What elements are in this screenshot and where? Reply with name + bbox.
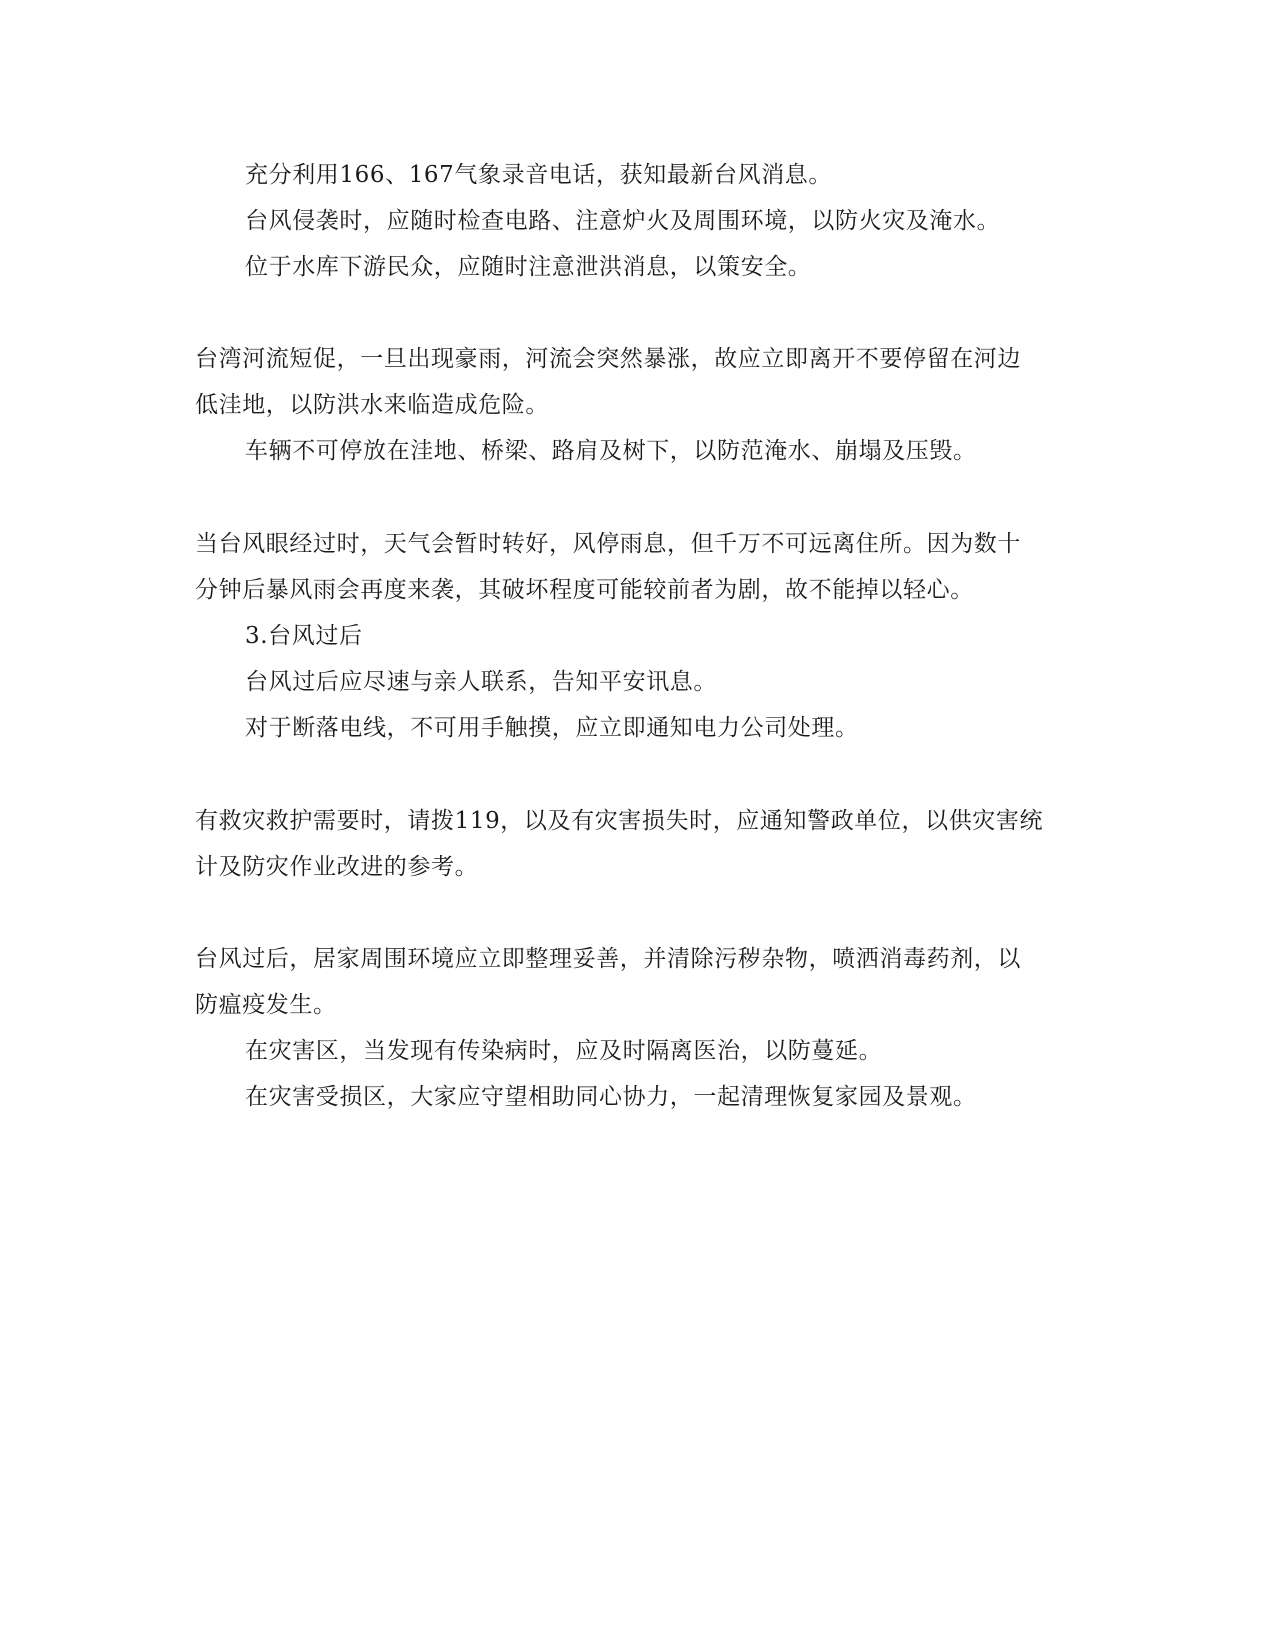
text-line-14: 台风过后，居家周围环境应立即整理妥善，并清除污秽杂物，喷洒消毒药剂，以 [195,946,1021,972]
text-line-7: 当台风眼经过时，天气会暂时转好，风停雨息，但千万不可远离住所。因为数十 [195,531,1021,557]
text-line-13: 计及防灾作业改进的参考。 [195,854,479,880]
text-line-8: 分钟后暴风雨会再度来袭，其破坏程度可能较前者为剧，故不能掉以轻心。 [195,577,974,603]
section-heading: 3.台风过后 [245,623,363,649]
text-line-15: 防瘟疫发生。 [195,992,337,1018]
text-line-4: 台湾河流短促，一旦出现豪雨，河流会突然暴涨，故应立即离开不要停留在河边 [195,346,1021,372]
text-line-6: 车辆不可停放在洼地、桥梁、路肩及树下，以防范淹水、崩塌及压毁。 [245,438,977,464]
text-line-1: 充分利用166、167气象录音电话，获知最新台风消息。 [245,162,832,188]
text-line-17: 在灾害受损区，大家应守望相助同心协力，一起清理恢复家园及景观。 [245,1084,977,1110]
text-line-16: 在灾害区，当发现有传染病时，应及时隔离医治，以防蔓延。 [245,1038,883,1064]
text-line-12: 有救灾救护需要时，请拨119，以及有灾害损失时，应通知警政单位，以供灾害统 [195,808,1044,834]
text-line-3: 位于水库下游民众，应随时注意泄洪消息，以策安全。 [245,254,812,280]
text-line-2: 台风侵袭时，应随时检查电路、注意炉火及周围环境，以防火灾及淹水。 [245,208,1001,234]
text-line-5: 低洼地，以防洪水来临造成危险。 [195,392,549,418]
text-line-11: 对于断落电线，不可用手触摸，应立即通知电力公司处理。 [245,715,859,741]
text-line-10: 台风过后应尽速与亲人联系，告知平安讯息。 [245,669,717,695]
